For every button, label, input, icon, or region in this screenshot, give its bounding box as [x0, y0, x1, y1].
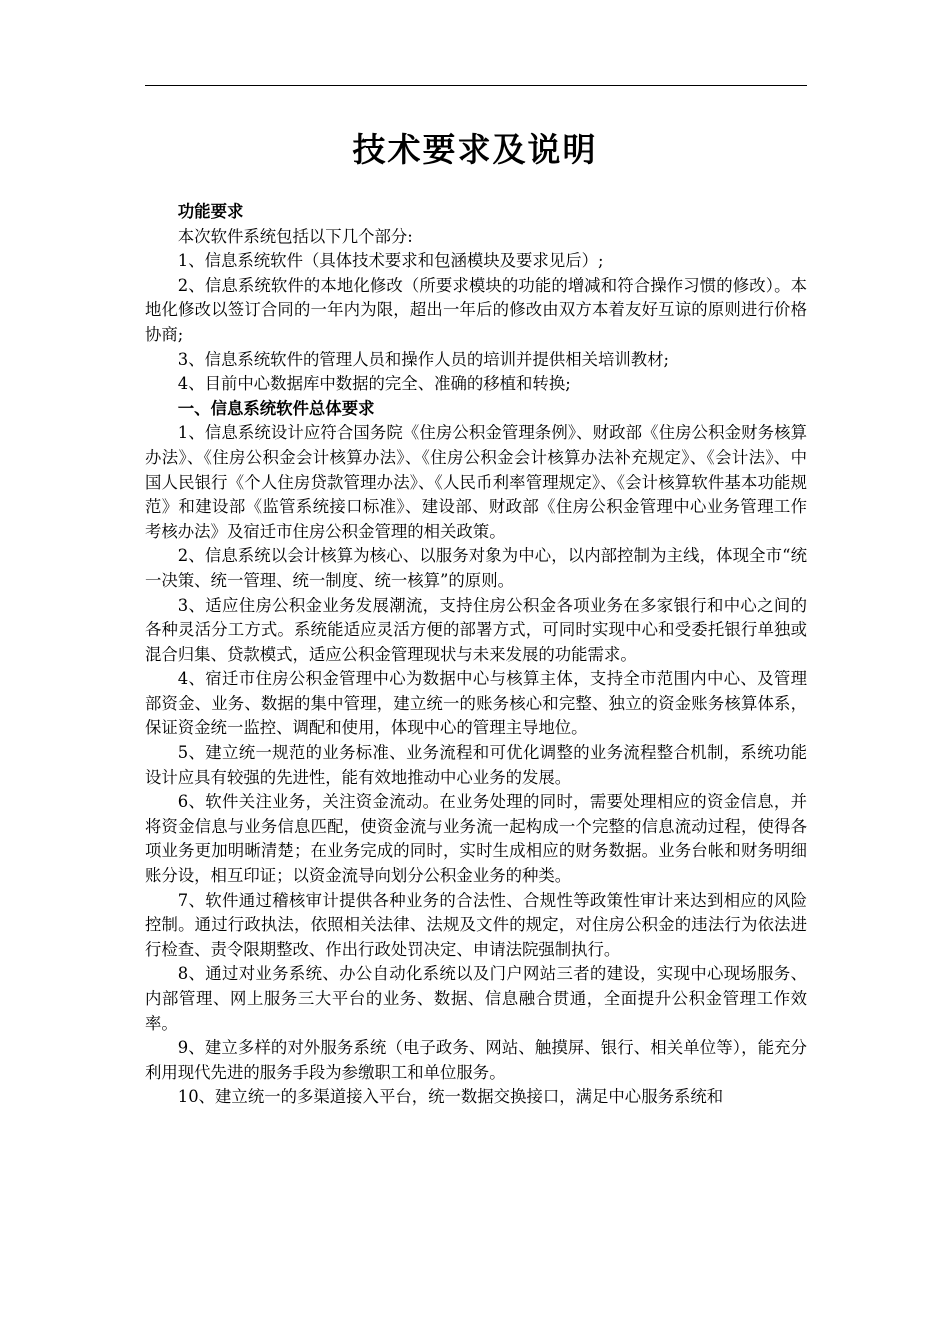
paragraph: 2、信息系统软件的本地化修改（所要求模块的功能的增减和符合操作习惯的修改）。本地化修改以签订合同的一年内为限，超出一年后的修改由双方本着友好互谅的原则进行价格协商;: [145, 275, 807, 344]
paragraph: 5、建立统一规范的业务标准、业务流程和可优化调整的业务流程整合机制，系统功能设计应具有较强的先进性，能有效地推动中心业务的发展。: [145, 743, 807, 787]
paragraph: 4、目前中心数据库中数据的完全、准确的移植和转换;: [177, 374, 571, 394]
section-heading-overall-requirements: 一、信息系统软件总体要求: [177, 398, 375, 418]
section-heading-functional-requirements: 功能要求: [177, 202, 244, 221]
paragraph: 10、建立统一的多渠道接入平台，统一数据交换接口，满足中心服务系统和: [177, 1087, 724, 1107]
paragraph: 9、建立多样的对外服务系统（电子政务、网站、触摸屏、银行、相关单位等），能充分利用现代先进的服务手段为参缴职工和单位服务。: [145, 1038, 807, 1082]
paragraph: 3、信息系统软件的管理人员和操作人员的培训并提供相关培训教材;: [177, 349, 670, 369]
paragraph: 6、软件关注业务，关注资金流动。在业务处理的同时，需要处理相应的资金信息，并将资金信息与业务信息匹配，使资金流与业务流一起构成一个完整的信息流动过程，使得各项业务更加明晰清楚；在业务完成的同时，实时生成相应的财务数据。业务台帐和财务明细账分设，相互印证；以资金流导向划分公积金业务的种类。: [145, 792, 807, 886]
paragraph: 1、信息系统设计应符合国务院《住房公积金管理条例》、财政部《住房公积金财务核算办法》、《住房公积金会计核算办法》、《住房公积金会计核算办法补充规定》、《会计法》、中国人民银行《个人住房贷款管理办法》、《人民币利率管理规定》、《会计核算软件基本功能规范》和建设部《监管系统接口标准》、建设部、财政部《住房公积金管理中心业务管理工作考核办法》及宿迁市住房公积金管理的相关政策。: [145, 423, 807, 541]
paragraph: 本次软件系统包括以下几个部分:: [177, 226, 413, 246]
paragraph: 8、通过对业务系统、办公自动化系统以及门户网站三者的建设，实现中心现场服务、内部管理、网上服务三大平台的业务、数据、信息融合贯通，全面提升公积金管理工作效率。: [145, 964, 807, 1033]
paragraph: 2、信息系统以会计核算为核心、以服务对象为中心，以内部控制为主线，体现全市“统一决策、统一管理、统一制度、统一核算”的原则。: [145, 546, 807, 590]
document-title: 技术要求及说明: [352, 130, 598, 169]
paragraph: 3、适应住房公积金业务发展潮流，支持住房公积金各项业务在多家银行和中心之间的各种灵活分工方式。系统能适应灵活方便的部署方式，可同时实现中心和受委托银行单独或混合归集、贷款模式，适应公积金管理现状与未来发展的功能需求。: [145, 595, 807, 664]
paragraph: 7、软件通过稽核审计提供各种业务的合法性、合规性等政策性审计来达到相应的风险控制。通过行政执法，依照相关法律、法规及文件的规定，对住房公积金的违法行为依法进行检查、责令限期整改、作出行政处罚决定、申请法院强制执行。: [145, 890, 807, 959]
header-rule: [145, 85, 807, 86]
paragraph: 1、信息系统软件（具体技术要求和包涵模块及要求见后）;: [177, 251, 604, 271]
document-body: [145, 200, 807, 1110]
paragraph: 4、宿迁市住房公积金管理中心为数据中心与核算主体，支持全市范围内中心、及管理部资金、业务、数据的集中管理，建立统一的账务核心和完整、独立的资金账务核算体系，保证资金统一监控、调配和使用，体现中心的管理主导地位。: [145, 669, 807, 738]
